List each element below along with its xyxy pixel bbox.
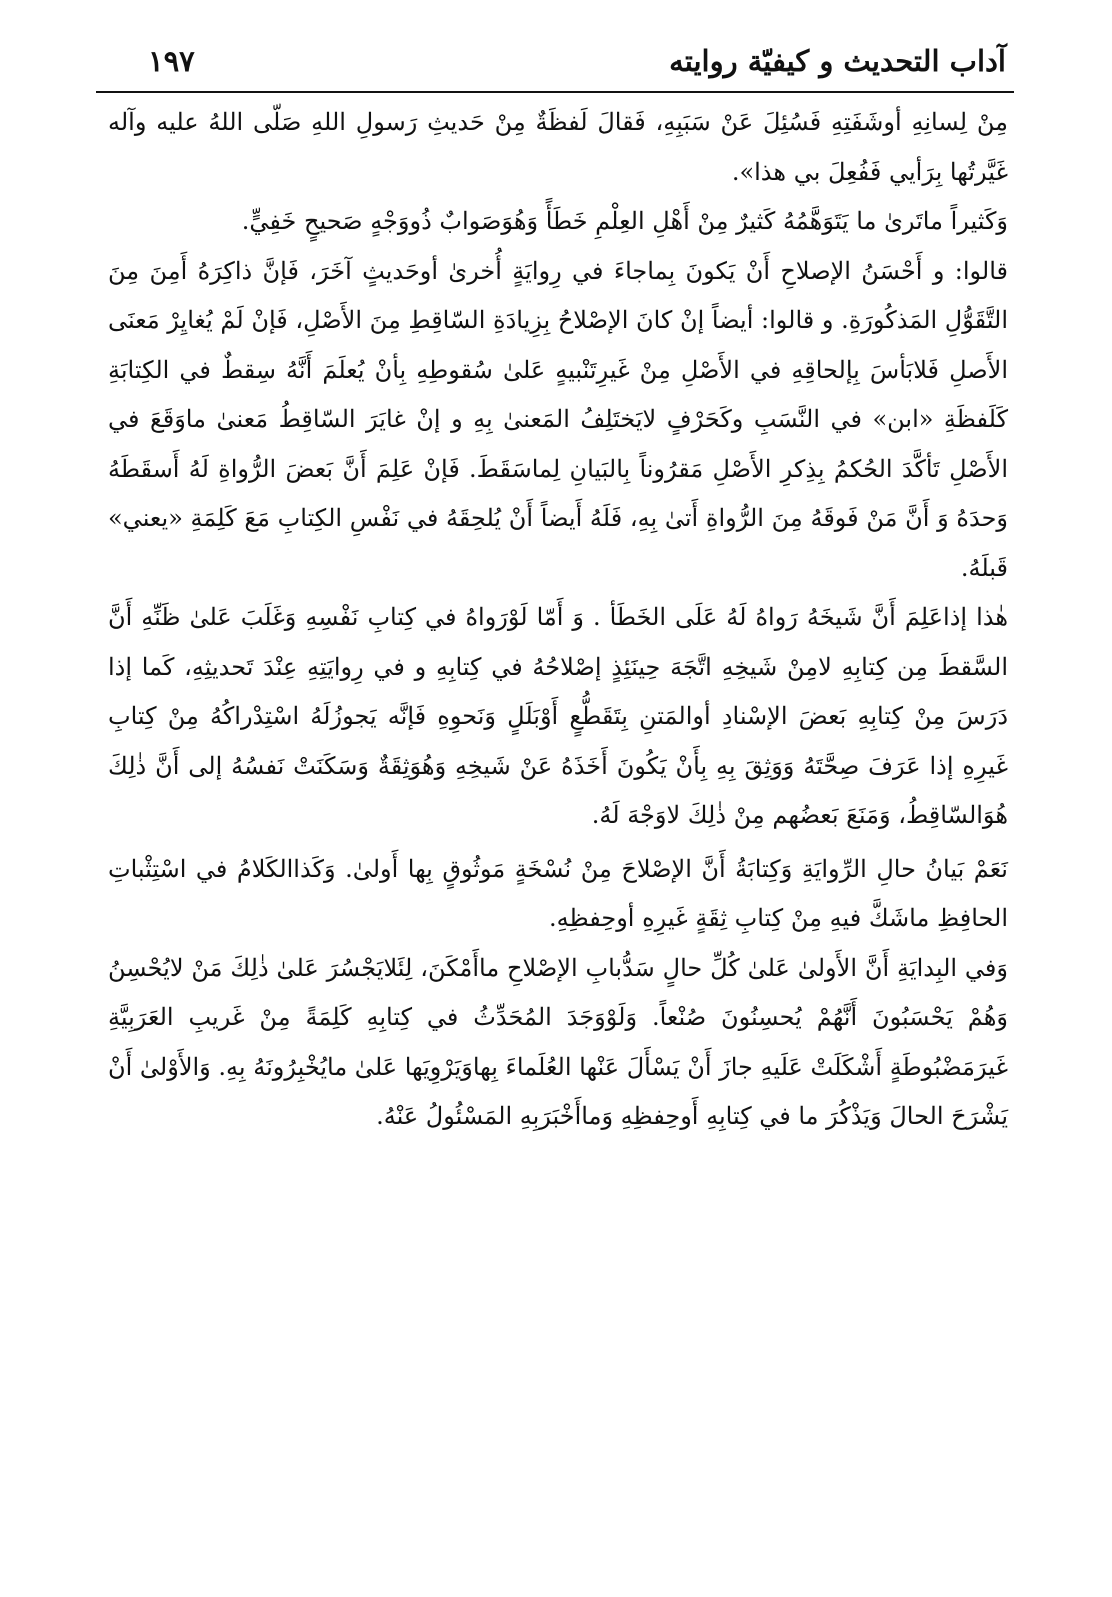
page-header [96,40,1014,88]
paragraph: هٰذا إذاعَلِمَ أَنَّ شَيخَهُ رَواهُ لَهُ عَلَى الخَطَأ . وَ أَمّا لَوْرَواهُ في كِتابِ نَفْسِهِ وَغَلَبَ عَلىٰ ظَنِّهِ أَنَّ السَّقطَ مِن كِتابِهِ لامِنْ شَيخِهِ اتَّجَهَ حِينَئِذٍ إصْلاحُهُ في كِتابِهِ و في رِوايَتِهِ عِنْدَ تَحديثِهِ، كَما إذا دَرَسَ مِنْ كِتابِهِ بَعضَ الإسْنادِ أوالمَتنِ بِتَقَطُّعٍ أَوْبَلَلٍ وَنَحوِهِ فَإنَّه يَجوزُلَهُ اسْتِدْراكُهُ مِنْ كِتابِ غَيرِهِ إذا عَرَفَ صِحَّتَهُ وَوَثِقَ بِهِ بِأَنْ يَكُونَ أَخَذَهُ عَنْ شَيخِهِ وَهُوَثِقَةٌ وَسَكَنَتْ نَفسُهُ إلى أَنَّ ذٰلِكَ هُوَالسّاقِطُ، وَمَنَعَ بَعضُهم مِنْ ذٰلِكَ لاوَجْهَ لَهُ. [108,603,1008,829]
paragraph: نَعَمْ بَيانُ حالِ الرِّوايَةِ وَكِتابَةُ أَنَّ الإصْلاحَ مِنْ نُسْخَةٍ مَوثُوقٍ بِها أَولىٰ. وَكَذاالكَلامُ في اسْتِثْباتِ الحافِظِ ماشَكَّ فيهِ مِنْ كِتابِ ثِقَةٍ غَيرِهِ أوحِفظِهِ. [108,854,1008,932]
paragraph: قالوا: و أَحْسَنُ الإصلاحِ أَنْ يَكونَ بِماجاءَ في رِوايَةٍ أُخرىٰ أوحَديثٍ آخَرَ، فَإنَّ ذاكِرَهُ أَمِنَ مِنَ التَّقَوُّلِ المَذكُورَةِ. و قالوا: أيضاً إنْ كانَ الإصْلاحُ بِزِيادَةِ السّاقِطِ مِنَ الأَصْلِ، فَإنْ لَمْ يُغايِرْ مَعنَى الأَصلِ فَلابَأسَ بِإلحاقِهِ في الأَصْلِ مِنْ غَيرِتَنْبيهٍ عَلىٰ سُقوطِهِ بِأنْ يُعلَمَ أَنَّهُ سِقطٌ في الكِتابَةِ كَلَفظَةِ «ابن» في النَّسَبِ وكَحَرْفٍ لايَختَلِفُ المَعنىٰ بِهِ و إنْ غايَرَ السّاقِطُ مَعنىٰ ماوَقَعَ في الأَصْلِ تَأكَّدَ الحُكمُ بِذِكرِ الأَصْلِ مَقرُوناً بِالبَيانِ لِماسَقَطَ. فَإنْ عَلِمَ أَنَّ بَعضَ الرُّواةِ لَهُ أَسقَطَهُ وَحدَهُ وَ أَنَّ مَنْ فَوقَهُ مِنَ الرُّواةِ أَتىٰ بِهِ، فَلَهُ أَيضاً أَنْ يُلحِقَهُ في نَفْسِ الكِتابِ مَعَ كَلِمَةِ «يعني» قَبلَهُ. [108,256,1009,582]
paragraph: مِنْ لِسانِهِ أوشَفَتِهِ فَسُئِلَ عَنْ سَبَبِهِ، فَقالَ لَفظَةٌ مِنْ حَديثِ رَسولِ اللهِ صَلّى اللهُ عليه وآله غَيَّرتُها بِرَأيي فَفُعِلَ بي هذا». [108,108,1008,186]
page-number: ١٩٧ [148,44,195,78]
body-text [108,98,1008,1142]
paragraph: وَفي البِدايَةِ أَنَّ الأَولىٰ عَلىٰ كُلِّ حالٍ سَدُّبابِ الإصْلاحِ ماأَمْكَنَ، لِئَلايَجْسُرَ عَلىٰ ذٰلِكَ مَنْ لايُحْسِنُ وَهُمْ يَحْسَبُونَ أَنَّهُمْ يُحسِنُونَ صُنْعاً. وَلَوْوَجَدَ المُحَدِّثُ في كِتابِهِ كَلِمَةً مِنْ غَريبِ العَرَبِيَّةِ غَيرَمَضْبُوطَةٍ أَشْكَلَتْ عَلَيهِ جازَ أَنْ يَسْأَلَ عَنْها العُلَماءَ بِهاوَيَرْوِيَها عَلىٰ مايُخْبِرُونَهُ بِهِ. وَالأَوْلىٰ أَنْ يَشْرَحَ الحالَ وَيَذْكُرَ ما في كِتابِهِ أَوحِفظِهِ وَماأَخْبَرَبِهِ المَسْئُولُ عَنْهُ. [108,953,1008,1130]
running-title: آداب التحديث و كيفيّة روايته [669,44,1006,78]
paragraph: وَكَثيراً ماتَرىٰ ما يَتَوَهَّمُهُ كَثيرٌ مِنْ أَهْلِ العِلْمِ خَطَأً وَهُوَصَوابٌ ذُووَجْهٍ صَحيحٍ خَفِيٍّ. [241,207,1008,235]
header-divider [96,91,1014,93]
